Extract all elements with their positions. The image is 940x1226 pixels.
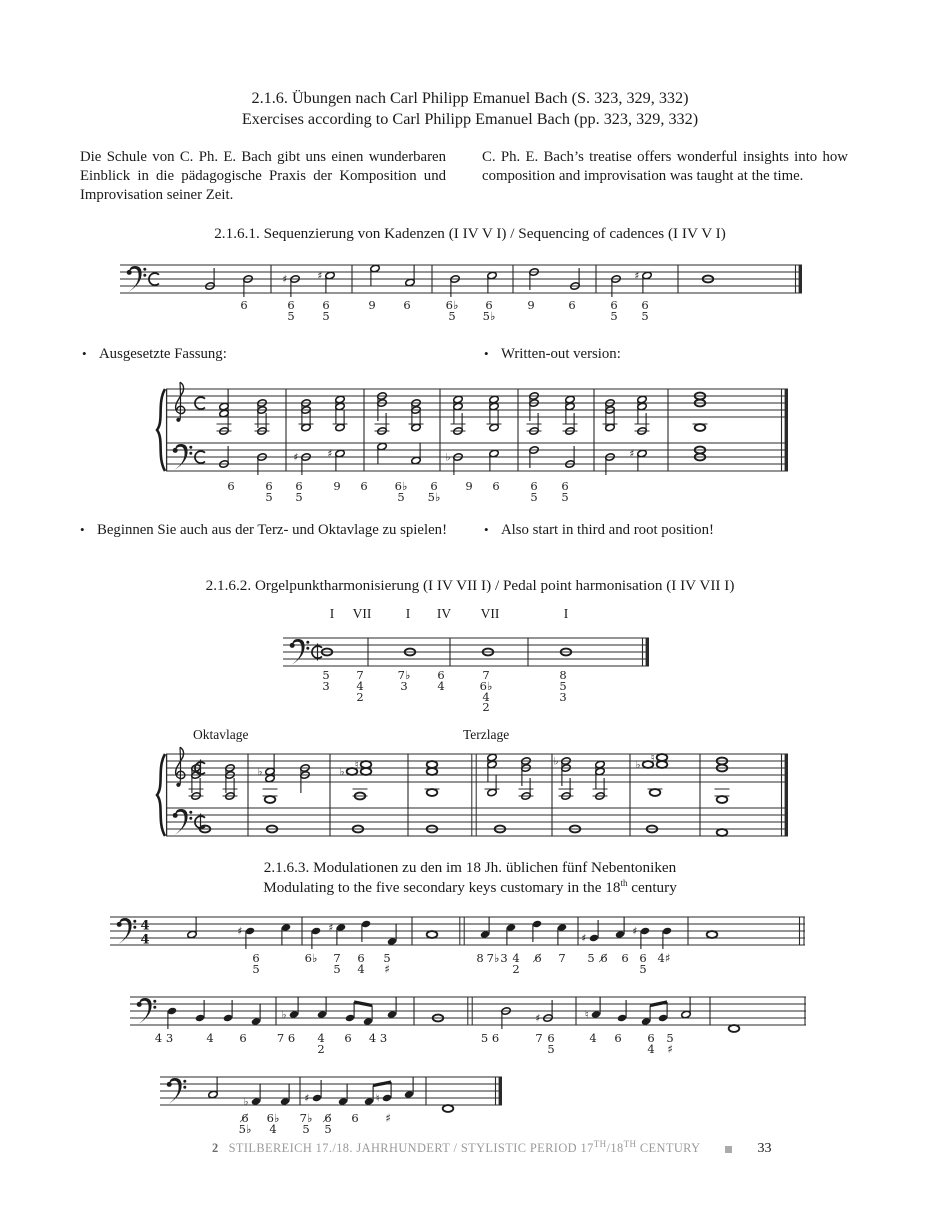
roman-numeral-row — [0, 606, 940, 626]
figured-bass: 4♯ — [657, 951, 671, 965]
figured-bass: 6 — [492, 479, 500, 493]
svg-text:♭: ♭ — [445, 451, 451, 464]
roman-numeral: I — [405, 606, 411, 621]
svg-text:♭: ♭ — [243, 1096, 249, 1109]
bullet2-text-de: • Beginnen Sie auch aus der Terz- und Oktavlage zu spielen! — [80, 521, 452, 540]
section-title — [0, 88, 940, 130]
figured-bass-row-6 — [0, 1113, 940, 1165]
figured-bass: 6 — [227, 479, 235, 493]
figured-bass: 5 6 — [480, 1031, 500, 1045]
intro-text-en: C. Ph. E. Bach’s treatise offers wonderful insights into how composition and improvisation was taught at the time. — [482, 149, 848, 184]
heading-2-1-6-3-en — [0, 878, 940, 898]
figured-bass: 6̸ — [600, 951, 608, 965]
roman-numeral: IV — [436, 606, 452, 621]
svg-text:♭: ♭ — [339, 766, 345, 779]
svg-text:♭: ♭ — [257, 766, 263, 779]
heading-2-1-6-2: 2.1.6.2. Orgelpunktharmonisierung (I IV VII I) / Pedal point harmonisation (I IV VII I) — [205, 577, 735, 594]
svg-text:♮: ♮ — [375, 1092, 380, 1105]
figured-bass: 6 5 — [322, 298, 330, 323]
figured-bass: 7 6 — [276, 1031, 296, 1045]
svg-text:♮: ♮ — [354, 759, 359, 772]
figured-bass: 4 3 — [368, 1031, 388, 1045]
footer-page-number: 33 — [757, 1141, 772, 1156]
bullet-written-out-version — [484, 345, 854, 364]
figured-bass: 6 — [621, 951, 629, 965]
figured-bass: 6 5 — [295, 479, 303, 504]
figured-bass: 6 5♭ — [482, 298, 496, 323]
heading-2-1-6-1: 2.1.6.1. Sequenzierung von Kadenzen (I IV V I) / Sequencing of cadences (I IV V I) — [214, 225, 726, 242]
footer-running-title — [228, 1138, 701, 1156]
figured-bass: 6 — [351, 1111, 359, 1125]
footer-sup2: TH — [623, 1138, 637, 1149]
figured-bass: 5 3 — [322, 668, 330, 693]
figured-bass: 5 ♯ — [666, 1031, 674, 1056]
figured-bass: ♯ — [385, 1111, 391, 1125]
figured-bass: 6 5 — [530, 479, 538, 504]
footer-seg1: STILBEREICH 17./18. JAHRHUNDERT / STYLISTIC PERIOD 17 — [228, 1141, 594, 1155]
footer-seg2: /18 — [606, 1141, 624, 1155]
figured-bass: 6 5♭ — [427, 479, 441, 504]
figured-bass: 6 — [344, 1031, 352, 1045]
figured-bass: 6 — [239, 1031, 247, 1045]
figured-bass: 6 5 — [252, 951, 260, 976]
heading-2-1-6-3-de: 2.1.6.3. Modulationen zu den im 18 Jh. üblichen fünf Nebentoniken — [263, 859, 677, 876]
figured-bass: 9 — [527, 298, 535, 312]
footer-square-icon — [725, 1146, 732, 1153]
figured-bass: 7 4 2 — [356, 668, 364, 704]
bullet-terz-oktavlage — [80, 521, 452, 540]
figured-bass: 4 — [206, 1031, 214, 1045]
page-footer — [212, 1138, 772, 1157]
figured-bass: 3 — [500, 951, 508, 965]
svg-text:♯: ♯ — [304, 1092, 310, 1105]
figured-bass: 6 5 — [641, 298, 649, 323]
grand-staff-written-out — [150, 381, 792, 485]
svg-text:♭: ♭ — [635, 759, 641, 772]
bullet2-text-en: • Also start in third and root position! — [484, 521, 856, 540]
svg-text:4: 4 — [140, 932, 150, 948]
staff-modulation-line-1 — [108, 908, 809, 954]
figured-bass: 6 5 — [287, 298, 295, 323]
roman-numeral: VII — [352, 606, 372, 621]
figured-bass: 9 — [368, 298, 376, 312]
svg-text:4: 4 — [140, 918, 150, 934]
svg-text:♯: ♯ — [293, 451, 299, 464]
section-title-en: Exercises according to Carl Philipp Emanuel Bach (pp. 323, 329, 332) — [241, 110, 699, 128]
roman-numeral: VII — [480, 606, 500, 621]
bullet-ausgesetzte-fassung — [82, 345, 452, 364]
figured-bass-row-3 — [0, 670, 940, 722]
svg-text:♭: ♭ — [553, 755, 559, 768]
figured-bass: 6 5 — [561, 479, 569, 504]
figured-bass: 5 ♯ — [383, 951, 391, 976]
figured-bass: 6 — [360, 479, 368, 493]
figured-bass: 7 6♭ 4 2 — [479, 668, 493, 715]
figured-bass: 6 4 — [647, 1031, 655, 1056]
figured-bass: 6 — [403, 298, 411, 312]
heading-en-pre: Modulating to the five secondary keys customary in the 18 — [263, 878, 621, 896]
figured-bass: 6♭ 5 — [445, 298, 459, 323]
intro-paragraph-en — [482, 148, 848, 186]
figured-bass: 6♭ 5 — [394, 479, 408, 504]
staff-pedal-point — [281, 629, 653, 675]
figured-bass: 7 — [535, 1031, 543, 1045]
figured-bass: 8 — [476, 951, 484, 965]
figured-bass: 5 — [587, 951, 595, 965]
svg-text:♮: ♮ — [650, 752, 655, 765]
intro-text-de: Die Schule von C. Ph. E. Bach gibt uns einen wunderbaren Einblick in die pädagogische Praxis der Komposition und Improvisation seiner Zeit. — [80, 149, 446, 203]
figured-bass: 9 — [333, 479, 341, 493]
staff-modulation-line-3 — [158, 1068, 506, 1114]
roman-numeral: I — [563, 606, 569, 621]
label-terzlage: Terzlage — [463, 727, 510, 742]
figured-bass: 7 — [558, 951, 566, 965]
figured-bass: 6 — [240, 298, 248, 312]
svg-text:♯: ♯ — [327, 448, 333, 461]
intro-paragraph-de — [80, 148, 446, 205]
svg-text:♯: ♯ — [632, 925, 638, 938]
figured-bass: 6 4 — [437, 668, 445, 693]
svg-text:♯: ♯ — [634, 270, 640, 283]
figured-bass: 6̸ — [534, 951, 542, 965]
bullet-text-en: • Written-out version: — [484, 345, 854, 364]
heading-2-1-6-3 — [0, 858, 940, 897]
figured-bass: 7 5 — [333, 951, 341, 976]
roman-numeral: I — [329, 606, 335, 621]
heading-en-sup: th — [620, 877, 628, 888]
heading-en-post: century — [627, 878, 677, 896]
footer-seg3: CENTURY — [636, 1141, 701, 1155]
figured-bass: 6 5 — [610, 298, 618, 323]
section-title-de: 2.1.6. Übungen nach Carl Philipp Emanuel Bach (S. 323, 329, 332) — [251, 89, 689, 107]
figured-bass: 4 — [589, 1031, 597, 1045]
bullet-also-start — [484, 521, 856, 540]
figured-bass: 6♭ 4 — [266, 1111, 280, 1136]
figured-bass: 6 — [568, 298, 576, 312]
svg-text:♯: ♯ — [581, 932, 587, 945]
label-oktavlage: Oktavlage — [193, 727, 249, 742]
footer-chapter-number: 2 — [212, 1141, 219, 1155]
figured-bass: 6 5 — [265, 479, 273, 504]
figured-bass: 4 2 — [317, 1031, 325, 1056]
grand-staff-oktavlage-terzlage — [150, 746, 792, 850]
figured-bass: 9 — [465, 479, 473, 493]
svg-text:♭: ♭ — [281, 1009, 287, 1022]
svg-text:♯: ♯ — [535, 1012, 541, 1025]
figured-bass: 4 3 — [154, 1031, 174, 1045]
figured-bass: 6 5 — [639, 951, 647, 976]
staff-modulation-line-2 — [128, 988, 810, 1034]
svg-text:♯: ♯ — [237, 925, 243, 938]
figured-bass: 6̸ 5♭ — [238, 1111, 252, 1136]
figured-bass: 6♭ — [304, 951, 318, 965]
figured-bass: 7♭ 3 — [397, 668, 411, 693]
svg-text:♯: ♯ — [282, 273, 288, 286]
svg-text:♮: ♮ — [584, 1009, 589, 1022]
figured-bass: 4 2 — [512, 951, 520, 976]
svg-text:♯: ♯ — [629, 448, 635, 461]
figured-bass: 8 5 3 — [559, 668, 567, 704]
figured-bass: 7♭ — [486, 951, 500, 965]
figured-bass: 6 5 — [547, 1031, 555, 1056]
figured-bass: 6 — [614, 1031, 622, 1045]
svg-text:♯: ♯ — [328, 922, 334, 935]
figured-bass: 6̸ 5 — [324, 1111, 332, 1136]
staff-cadence-sequence — [118, 256, 806, 302]
bullet-text-de: • Ausgesetzte Fassung: — [82, 345, 452, 364]
svg-text:♯: ♯ — [317, 270, 323, 283]
footer-sup1: TH — [593, 1138, 607, 1149]
figured-bass: 7♭ 5 — [299, 1111, 313, 1136]
figured-bass: 6 4 — [357, 951, 365, 976]
